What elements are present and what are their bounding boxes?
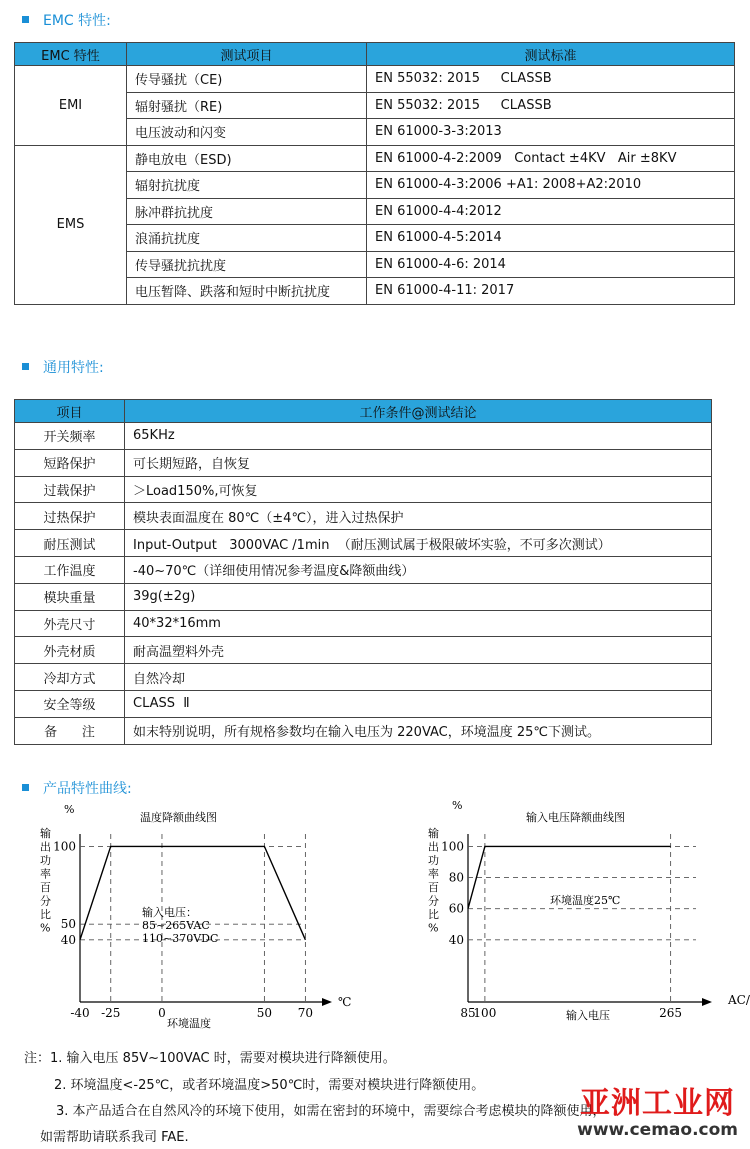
general-item-value: ＞Load150%,可恢复 <box>125 476 712 503</box>
chart-title: 温度降额曲线图 <box>140 811 217 824</box>
general-item-label: 耐压测试 <box>15 530 125 557</box>
x-tick-label: 0 <box>158 1006 166 1020</box>
emc-col-header: EMC 特性 <box>15 43 127 66</box>
y-tick-label: 60 <box>448 901 464 916</box>
table-row <box>15 449 712 476</box>
emc-standard: EN 55032: 2015 CLASSB <box>367 92 735 119</box>
x-unit-label: ℃ <box>338 995 352 1009</box>
bullet-square-icon <box>22 16 29 23</box>
chart-note: 环境温度25℃ <box>550 894 621 907</box>
emc-standard: EN 61000-4-3:2006 +A1: 2008+A2:2010 <box>367 172 735 199</box>
note-line: 3. 本产品适合在自然风冷的环境下使用，如需在密封的环境中，需要综合考虑模块的降额使用， <box>56 1104 606 1119</box>
general-item-value: 39g(±2g) <box>125 583 712 610</box>
y-axis-label: 输出功率百分比% <box>40 827 51 935</box>
general-col-header: 项目 <box>15 400 125 423</box>
x-tick-label: 85 <box>460 1006 476 1020</box>
y-tick-label: 50 <box>60 917 76 932</box>
input-voltage-derating-chart <box>400 795 750 1035</box>
emc-standard: EN 61000-4-11: 2017 <box>367 278 735 305</box>
general-item-label: 过载保护 <box>15 476 125 503</box>
general-section-title: 通用特性: <box>22 357 104 377</box>
note-line: 2. 环境温度<-25℃，或者环境温度>50℃时，需要对模块进行降额使用。 <box>54 1078 485 1093</box>
y-tick-label: 40 <box>60 932 76 947</box>
bullet-square-icon <box>22 363 29 370</box>
watermark-text: 亚洲工业网 <box>580 1086 736 1121</box>
chart-note-line: 110~370VDC <box>142 932 219 945</box>
emc-item: 静电放电（ESD) <box>127 145 367 172</box>
table-row <box>15 610 712 637</box>
table-row <box>15 476 712 503</box>
general-item-value: 可长期短路，自恢复 <box>125 449 712 476</box>
emc-item: 传导骚扰（CE) <box>127 66 367 93</box>
emc-item: 浪涌抗扰度 <box>127 225 367 252</box>
x-unit-label: AC/ <box>728 993 750 1007</box>
general-col-header: 工作条件@测试结论 <box>125 400 712 423</box>
general-item-value: 65KHz <box>125 423 712 450</box>
emc-group-ems: EMS <box>15 145 127 304</box>
table-row <box>15 637 712 664</box>
emc-section-title: EMC 特性: <box>22 10 111 30</box>
bullet-square-icon <box>22 784 29 791</box>
table-row <box>15 66 735 93</box>
emc-col-header: 测试项目 <box>127 43 367 66</box>
emc-table <box>14 42 735 305</box>
emc-item: 辐射抗扰度 <box>127 172 367 199</box>
emc-item: 电压暂降、跌落和短时中断抗扰度 <box>127 278 367 305</box>
emc-item: 脉冲群抗扰度 <box>127 198 367 225</box>
general-item-label: 模块重量 <box>15 583 125 610</box>
y-axis-label: 输出功率百分比% <box>428 827 439 935</box>
y-unit-label: % <box>452 799 463 812</box>
general-item-label: 冷却方式 <box>15 664 125 691</box>
general-item-value: 耐高温塑料外壳 <box>125 637 712 664</box>
emc-standard: EN 61000-4-5:2014 <box>367 225 735 252</box>
temperature-derating-chart <box>0 795 370 1035</box>
table-row <box>15 717 712 744</box>
x-tick-label: -40 <box>70 1006 90 1020</box>
emc-item: 辐射骚扰（RE) <box>127 92 367 119</box>
emc-standard: EN 61000-4-2:2009 Contact ±4KV Air ±8KV <box>367 145 735 172</box>
general-item-value: Input-Output 3000VAC /1min （耐压测试属于极限破坏实验，不可多次测试） <box>125 530 712 557</box>
emc-standard: EN 61000-4-4:2012 <box>367 198 735 225</box>
general-item-label: 工作温度 <box>15 556 125 583</box>
emc-header-row <box>15 43 735 66</box>
chart-title: 输入电压降额曲线图 <box>526 811 625 824</box>
emc-standard: EN 61000-3-3:2013 <box>367 119 735 146</box>
y-unit-label: % <box>64 803 75 816</box>
table-row <box>15 423 712 450</box>
table-row <box>15 145 735 172</box>
general-item-label: 短路保护 <box>15 449 125 476</box>
general-item-label: 备 注 <box>15 717 125 744</box>
curves-section-title: 产品特性曲线: <box>22 778 132 798</box>
table-row <box>15 503 712 530</box>
general-item-value: 自然冷却 <box>125 664 712 691</box>
table-row <box>15 530 712 557</box>
general-item-value: -40~70℃（详细使用情况参考温度&降额曲线） <box>125 556 712 583</box>
x-tick-label: -25 <box>101 1006 121 1020</box>
x-tick-label: 70 <box>297 1006 314 1020</box>
table-row <box>15 583 712 610</box>
emc-standard: EN 55032: 2015 CLASSB <box>367 66 735 93</box>
general-header-row <box>15 400 712 423</box>
emc-standard: EN 61000-4-6: 2014 <box>367 251 735 278</box>
y-tick-label: 100 <box>441 839 464 854</box>
general-item-label: 过热保护 <box>15 503 125 530</box>
note-line: 如需帮助请联系我司 FAE. <box>40 1130 189 1145</box>
y-tick-label: 100 <box>53 839 76 854</box>
general-item-label: 安全等级 <box>15 690 125 717</box>
general-item-value: 40*32*16mm <box>125 610 712 637</box>
x-axis-label: 环境温度 <box>167 1017 211 1030</box>
chart-note-line: 输入电压： <box>142 906 197 919</box>
general-item-label: 外壳尺寸 <box>15 610 125 637</box>
chart-note-line: 85~265VAC <box>142 919 210 932</box>
watermark-logo <box>577 1088 738 1140</box>
general-item-value: CLASS Ⅱ <box>125 690 712 717</box>
x-tick-label: 50 <box>256 1006 273 1020</box>
general-table <box>14 399 712 745</box>
note-line: 注：1. 输入电压 85V~100VAC 时，需要对模块进行降额使用。 <box>24 1051 396 1066</box>
emc-col-header: 测试标准 <box>367 43 735 66</box>
emc-item: 传导骚扰抗扰度 <box>127 251 367 278</box>
general-item-label: 开关频率 <box>15 423 125 450</box>
y-tick-label: 80 <box>448 870 464 885</box>
table-row <box>15 556 712 583</box>
y-tick-label: 40 <box>448 932 464 947</box>
general-item-label: 外壳材质 <box>15 637 125 664</box>
x-tick-label: 265 <box>659 1006 683 1020</box>
emc-item: 电压波动和闪变 <box>127 119 367 146</box>
general-item-value: 模块表面温度在 80℃（±4℃），进入过热保护 <box>125 503 712 530</box>
table-row <box>15 664 712 691</box>
watermark-url: www.cemao.com <box>577 1120 738 1140</box>
emc-group-emi: EMI <box>15 66 127 146</box>
x-tick-label: 100 <box>473 1006 497 1020</box>
x-axis-label: 输入电压 <box>566 1009 610 1022</box>
table-row <box>15 690 712 717</box>
general-item-value: 如末特别说明，所有规格参数均在输入电压为 220VAC，环境温度 25℃下测试。 <box>125 717 712 744</box>
